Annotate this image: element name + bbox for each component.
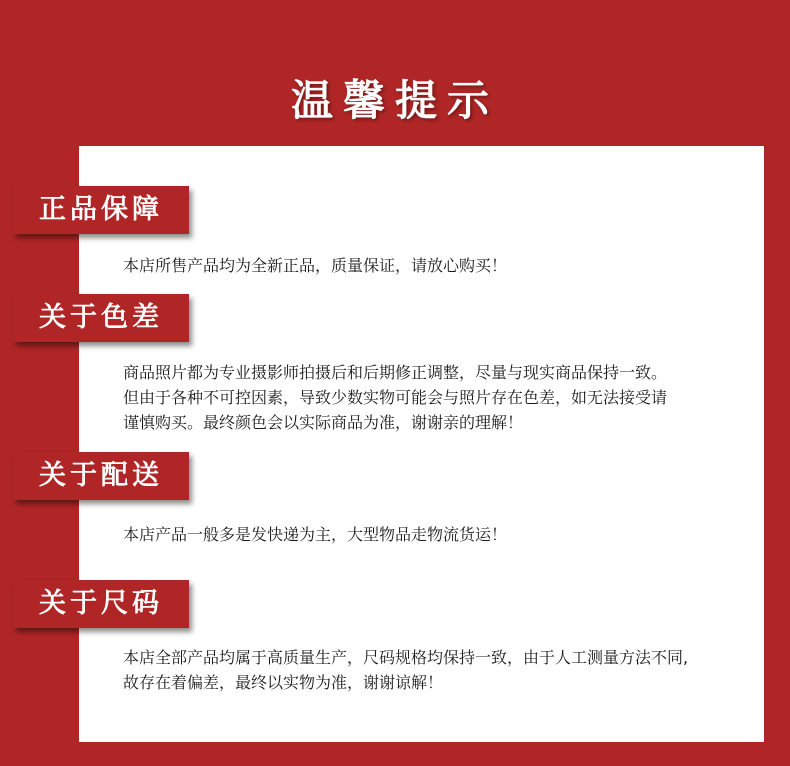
text-line: 故存在着偏差，最终以实物为准，谢谢谅解！ [123,673,444,692]
section-text-genuine [123,253,743,278]
section-text-size [123,645,743,695]
section-heading-delivery: 关于配送 [13,452,189,500]
text-line: 本店所售产品均为全新正品，质量保证，请放心购买！ [123,256,508,275]
page-title: 温馨提示 [290,76,499,125]
text-line: 本店全部产品均属于高质量生产，尺码规格均保持一致，由于人工测量方法不同, [123,648,689,667]
text-line: 但由于各种不可控因素，导致少数实物可能会与照片存在色差，如无法接受请 [123,388,668,407]
section-text-delivery [123,522,743,547]
section-heading-size: 关于尺码 [13,580,189,628]
text-line: 谨慎购买。最终颜色会以实际商品为准，谢谢亲的理解！ [123,413,524,432]
section-heading-color-difference: 关于色差 [13,294,189,342]
text-line: 商品照片都为专业摄影师拍摄后和后期修正调整，尽量与现实商品保持一致。 [123,363,668,382]
section-heading-genuine: 正品保障 [13,186,189,234]
text-line: 本店产品一般多是发快递为主，大型物品走物流货运！ [123,525,508,544]
section-text-color-difference [123,360,743,435]
